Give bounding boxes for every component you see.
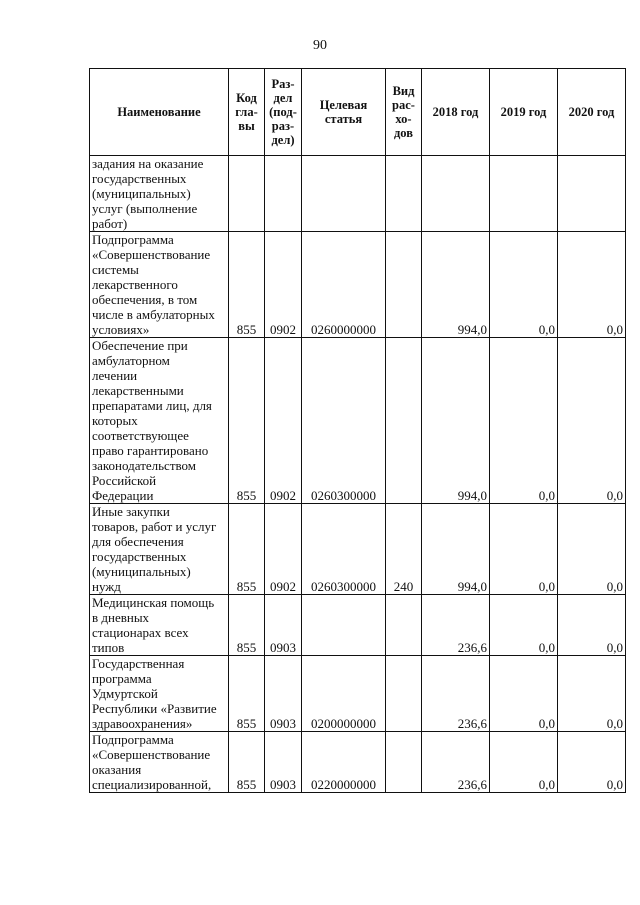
table-row — [90, 232, 626, 338]
row-article — [302, 156, 386, 232]
row-article: 0200000000 — [302, 656, 386, 732]
row-2020: 0,0 — [558, 232, 626, 338]
row-2019: 0,0 — [490, 732, 558, 793]
header-name: Наименование — [90, 69, 229, 156]
row-chapter: 855 — [229, 232, 265, 338]
row-chapter: 855 — [229, 595, 265, 656]
page-number: 90 — [313, 38, 327, 53]
row-section: 0902 — [265, 504, 302, 595]
row-name: Иные закупки товаров, работ и услуг для обеспечения государственных (муниципальных) нужд — [90, 504, 229, 595]
row-expense — [386, 338, 422, 504]
row-name: Подпрограмма «Совершенствование оказания специализированной, — [90, 732, 229, 793]
table-row — [90, 595, 626, 656]
header-2018: 2018 год — [422, 69, 490, 156]
row-name: Обеспечение при амбулаторном лечении лекарственными препаратами лиц, для которых соответствующее право гарантировано законодательством Российской Федерации — [90, 338, 229, 504]
row-2019: 0,0 — [490, 656, 558, 732]
row-2020: 0,0 — [558, 732, 626, 793]
row-article: 0260300000 — [302, 338, 386, 504]
row-2020: 0,0 — [558, 504, 626, 595]
row-expense: 240 — [386, 504, 422, 595]
row-2018: 236,6 — [422, 656, 490, 732]
budget-table — [89, 68, 626, 793]
row-chapter — [229, 156, 265, 232]
header-2019: 2019 год — [490, 69, 558, 156]
table-row — [90, 656, 626, 732]
row-expense — [386, 595, 422, 656]
row-2020 — [558, 156, 626, 232]
row-article: 0220000000 — [302, 732, 386, 793]
table-row — [90, 338, 626, 504]
row-article: 0260000000 — [302, 232, 386, 338]
row-2020: 0,0 — [558, 338, 626, 504]
row-2018 — [422, 156, 490, 232]
row-2018: 994,0 — [422, 338, 490, 504]
table-row — [90, 156, 626, 232]
row-2019: 0,0 — [490, 232, 558, 338]
row-name: Медицинская помощь в дневных стационарах всех типов — [90, 595, 229, 656]
row-section — [265, 156, 302, 232]
header-expense-type: Вид рас- хо- дов — [386, 69, 422, 156]
row-article — [302, 595, 386, 656]
row-2019: 0,0 — [490, 338, 558, 504]
row-2018: 994,0 — [422, 232, 490, 338]
row-chapter: 855 — [229, 504, 265, 595]
row-expense — [386, 732, 422, 793]
header-chapter-code: Код гла- вы — [229, 69, 265, 156]
row-chapter: 855 — [229, 338, 265, 504]
table-row — [90, 732, 626, 793]
row-expense — [386, 232, 422, 338]
row-article: 0260300000 — [302, 504, 386, 595]
row-chapter: 855 — [229, 732, 265, 793]
row-2019: 0,0 — [490, 504, 558, 595]
table-row — [90, 504, 626, 595]
row-2020: 0,0 — [558, 656, 626, 732]
row-section: 0903 — [265, 656, 302, 732]
row-section: 0903 — [265, 595, 302, 656]
row-section: 0903 — [265, 732, 302, 793]
row-2019 — [490, 156, 558, 232]
header-target-article: Целевая статья — [302, 69, 386, 156]
row-name: Государственная программа Удмуртской Республики «Развитие здравоохранения» — [90, 656, 229, 732]
row-section: 0902 — [265, 232, 302, 338]
row-expense — [386, 156, 422, 232]
row-name: задания на оказание государственных (муниципальных) услуг (выполнение работ) — [90, 156, 229, 232]
table-header-row — [90, 69, 626, 156]
row-2018: 236,6 — [422, 595, 490, 656]
row-name: Подпрограмма «Совершенствование системы лекарственного обеспечения, в том числе в амбулаторных условиях» — [90, 232, 229, 338]
row-chapter: 855 — [229, 656, 265, 732]
row-2018: 236,6 — [422, 732, 490, 793]
row-expense — [386, 656, 422, 732]
row-2019: 0,0 — [490, 595, 558, 656]
header-2020: 2020 год — [558, 69, 626, 156]
row-2018: 994,0 — [422, 504, 490, 595]
row-section: 0902 — [265, 338, 302, 504]
header-section: Раз- дел (под- раз- дел) — [265, 69, 302, 156]
row-2020: 0,0 — [558, 595, 626, 656]
